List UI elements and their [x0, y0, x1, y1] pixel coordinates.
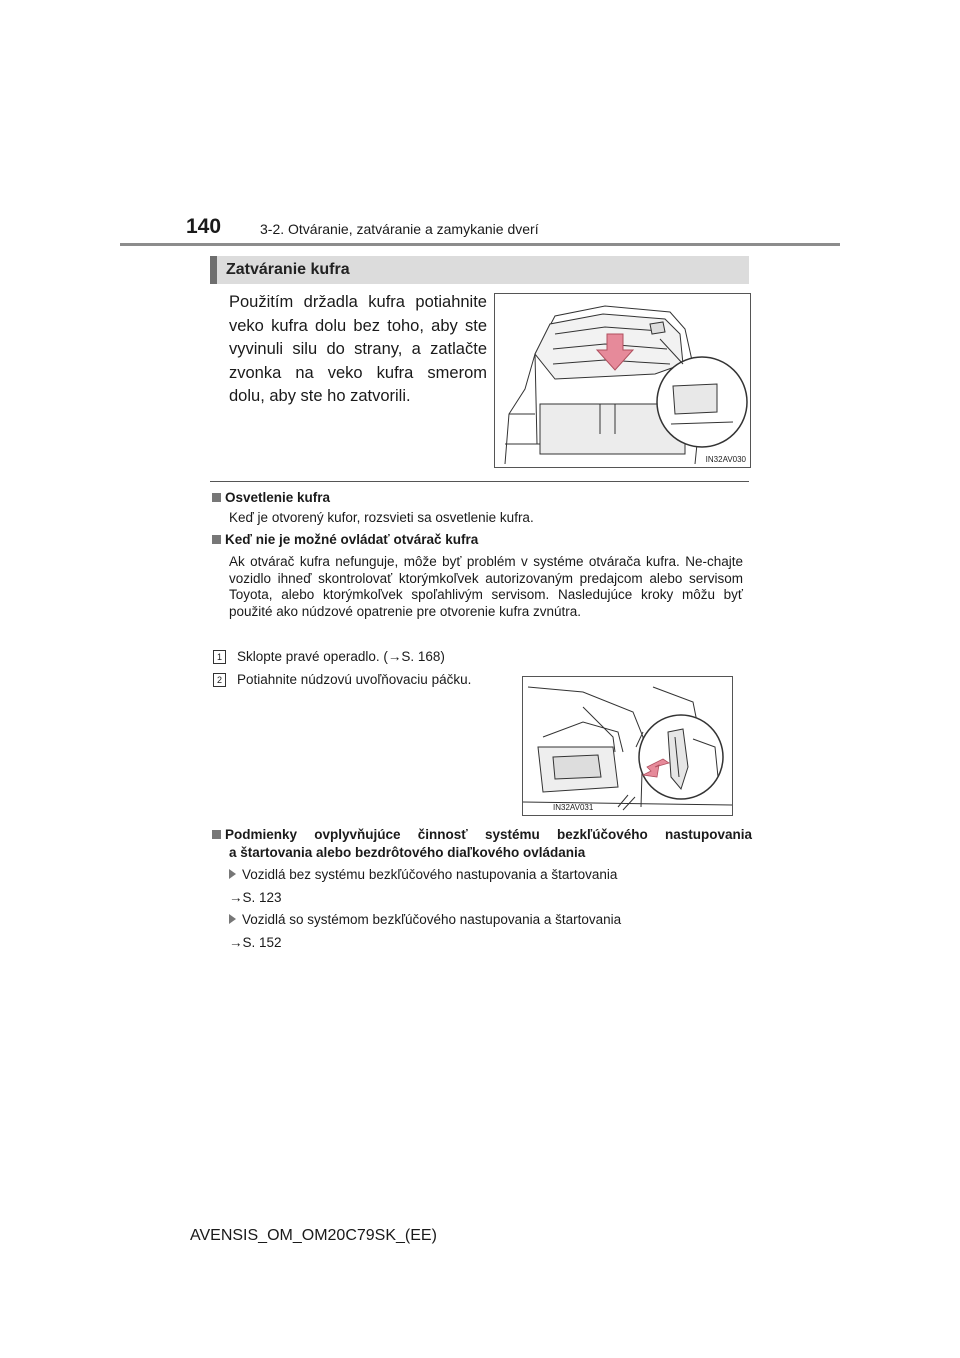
emergency-release-illustration — [522, 676, 733, 816]
condition-ref-1: →S. 123 — [229, 890, 282, 905]
condition-label: Vozidlá so systémom bezkľúčového nastupovania a štartovania — [242, 912, 622, 927]
triangle-bullet-icon — [229, 869, 236, 879]
release-lever-drawing — [523, 677, 732, 815]
section-heading: Zatváranie kufra — [226, 261, 350, 278]
intro-paragraph: Použitím držadla kufra potiahnite veko kufra dolu bez toho, aby ste vyvinuli silu do strany, a zatlačte zvonka na veko kufra smerom dolu, aby ste ho zatvorili. — [229, 293, 487, 405]
page-number: 140 — [186, 215, 222, 238]
condition-item-2 — [229, 912, 621, 927]
condition-label: Vozidlá bez systému bezkľúčového nastupovania a štartovania — [242, 867, 618, 882]
subheading-conditions-line2: a štartovania alebo bezdrôtového diaľkového ovládania — [229, 845, 586, 860]
triangle-bullet-icon — [229, 914, 236, 924]
step-1 — [213, 649, 445, 664]
square-bullet-icon — [212, 535, 221, 544]
subheading-trunk-light-text: Osvetlenie kufra — [225, 490, 331, 505]
figure-code: IN32AV031 — [553, 803, 594, 812]
condition-ref-2: →S. 152 — [229, 935, 282, 950]
step-text: Potiahnite núdzovú uvoľňovaciu páčku. — [237, 672, 472, 687]
subheading-conditions-line1: Podmienky ovplyvňujúce činnosť systému bezkľúčového nastupovania — [225, 827, 752, 842]
trunk-closing-illustration — [494, 293, 751, 468]
subheading-opener-fail-text: Keď nie je možné ovládať otvárač kufra — [225, 532, 479, 547]
square-bullet-icon — [212, 493, 221, 502]
opener-fail-text: Ak otvárač kufra nefunguje, môže byť problém v systéme otvárača kufra. Ne-chajte vozidlo ihneď skontrolovať ktorýmkoľvek autorizovaným predajcom alebo servisom Toyota, alebo ktorýmkoľvek spoľahlivým servisom. Nasledujúce kroky môžu byť použité ako núdzové opatrenie pre otvorenie kufra zvnútra. — [229, 554, 743, 619]
subheading-trunk-light — [212, 490, 330, 505]
step-2 — [213, 672, 471, 687]
step-number: 1 — [213, 650, 226, 664]
figure-code: IN32AV030 — [705, 455, 746, 464]
header-divider — [120, 243, 840, 246]
square-bullet-icon — [212, 830, 221, 839]
trunk-lid-drawing — [495, 294, 750, 467]
step-text: Sklopte pravé operadlo. (→S. 168) — [237, 649, 445, 664]
section-title: 3-2. Otváranie, zatváranie a zamykanie dverí — [260, 221, 539, 237]
section-divider — [210, 481, 749, 482]
document-footer: AVENSIS_OM_OM20C79SK_(EE) — [190, 1227, 437, 1244]
section-heading-accent — [210, 256, 217, 284]
subheading-conditions — [212, 827, 752, 842]
trunk-light-text: Keď je otvorený kufor, rozsvieti sa osvetlenie kufra. — [229, 510, 534, 525]
step-number: 2 — [213, 673, 226, 687]
condition-item-1 — [229, 867, 617, 882]
subheading-opener-fail — [212, 532, 478, 547]
